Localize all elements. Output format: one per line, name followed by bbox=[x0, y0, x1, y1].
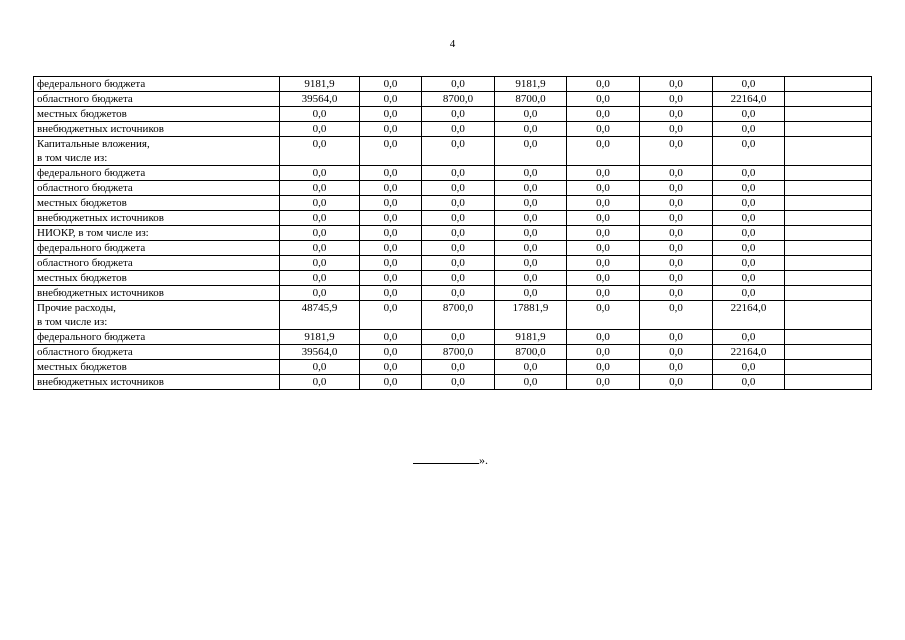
table-cell: 0,0 bbox=[280, 196, 360, 211]
table-cell: 0,0 bbox=[567, 107, 640, 122]
table-cell bbox=[785, 181, 872, 196]
table-cell: 0,0 bbox=[280, 271, 360, 286]
table-cell: 0,0 bbox=[360, 77, 422, 92]
row-label: внебюджетных источников bbox=[34, 375, 280, 390]
table-row bbox=[34, 345, 872, 360]
table-cell: 0,0 bbox=[360, 345, 422, 360]
table-cell: 0,0 bbox=[640, 360, 713, 375]
table-cell: 8700,0 bbox=[422, 345, 495, 360]
table-cell: 0,0 bbox=[360, 375, 422, 390]
table-cell: 0,0 bbox=[567, 226, 640, 241]
table-cell: 0,0 bbox=[422, 181, 495, 196]
table-cell: 0,0 bbox=[422, 137, 495, 166]
table-cell: 8700,0 bbox=[422, 92, 495, 107]
table-cell bbox=[785, 375, 872, 390]
table-cell bbox=[785, 211, 872, 226]
table-row bbox=[34, 375, 872, 390]
table-cell: 0,0 bbox=[495, 286, 567, 301]
table-cell: 0,0 bbox=[567, 92, 640, 107]
table-cell: 0,0 bbox=[422, 166, 495, 181]
table-cell: 0,0 bbox=[495, 360, 567, 375]
table-cell: 0,0 bbox=[360, 122, 422, 137]
table-cell: 0,0 bbox=[713, 330, 785, 345]
row-label: местных бюджетов bbox=[34, 107, 280, 122]
table-cell: 0,0 bbox=[495, 226, 567, 241]
table-cell: 0,0 bbox=[422, 256, 495, 271]
table-cell: 0,0 bbox=[567, 181, 640, 196]
table-cell: 8700,0 bbox=[495, 92, 567, 107]
table-cell: 0,0 bbox=[360, 330, 422, 345]
table-cell: 0,0 bbox=[713, 211, 785, 226]
table-cell: 0,0 bbox=[280, 360, 360, 375]
table-cell: 0,0 bbox=[422, 211, 495, 226]
table-cell: 0,0 bbox=[567, 286, 640, 301]
table-cell: 0,0 bbox=[280, 181, 360, 196]
table-row bbox=[34, 211, 872, 226]
table-cell: 0,0 bbox=[567, 330, 640, 345]
table-cell: 0,0 bbox=[567, 211, 640, 226]
table-cell: 0,0 bbox=[495, 166, 567, 181]
row-label: местных бюджетов bbox=[34, 360, 280, 375]
table-cell: 0,0 bbox=[640, 211, 713, 226]
table-row bbox=[34, 360, 872, 375]
row-label: областного бюджета bbox=[34, 345, 280, 360]
table-cell: 39564,0 bbox=[280, 92, 360, 107]
table-cell: 0,0 bbox=[360, 107, 422, 122]
table-cell: 0,0 bbox=[422, 330, 495, 345]
table-cell bbox=[785, 77, 872, 92]
table-cell: 0,0 bbox=[567, 137, 640, 166]
table-cell: 0,0 bbox=[422, 271, 495, 286]
table-cell: 0,0 bbox=[495, 375, 567, 390]
table-cell: 9181,9 bbox=[280, 77, 360, 92]
table-row bbox=[34, 271, 872, 286]
row-label: НИОКР, в том числе из: bbox=[34, 226, 280, 241]
table-cell bbox=[785, 241, 872, 256]
table-cell: 0,0 bbox=[422, 122, 495, 137]
table-cell: 0,0 bbox=[280, 211, 360, 226]
table-cell: 0,0 bbox=[640, 301, 713, 330]
table-cell: 0,0 bbox=[567, 375, 640, 390]
table-cell: 0,0 bbox=[280, 107, 360, 122]
table-cell: 0,0 bbox=[360, 226, 422, 241]
table-cell: 0,0 bbox=[495, 181, 567, 196]
table-cell: 0,0 bbox=[567, 345, 640, 360]
table-cell: 0,0 bbox=[422, 360, 495, 375]
row-label: Прочие расходы, в том числе из: bbox=[34, 301, 280, 330]
table-cell: 0,0 bbox=[713, 226, 785, 241]
table-cell: 0,0 bbox=[495, 256, 567, 271]
table-cell: 0,0 bbox=[280, 226, 360, 241]
budget-table-body bbox=[34, 77, 872, 390]
table-cell: 0,0 bbox=[713, 375, 785, 390]
table-row bbox=[34, 226, 872, 241]
table-cell: 0,0 bbox=[567, 301, 640, 330]
row-label: федерального бюджета bbox=[34, 241, 280, 256]
table-cell: 0,0 bbox=[640, 256, 713, 271]
budget-table bbox=[33, 76, 872, 390]
table-cell: 0,0 bbox=[422, 286, 495, 301]
table-row bbox=[34, 122, 872, 137]
table-cell: 0,0 bbox=[280, 375, 360, 390]
table-cell: 0,0 bbox=[280, 137, 360, 166]
row-label: областного бюджета bbox=[34, 92, 280, 107]
row-label: областного бюджета bbox=[34, 181, 280, 196]
row-label: Капитальные вложения, в том числе из: bbox=[34, 137, 280, 166]
table-cell: 0,0 bbox=[360, 181, 422, 196]
table-cell: 0,0 bbox=[713, 360, 785, 375]
table-cell bbox=[785, 122, 872, 137]
table-row bbox=[34, 107, 872, 122]
table-cell: 0,0 bbox=[360, 211, 422, 226]
table-cell: 0,0 bbox=[713, 137, 785, 166]
table-cell: 0,0 bbox=[640, 107, 713, 122]
table-cell: 0,0 bbox=[360, 256, 422, 271]
table-cell: 0,0 bbox=[640, 330, 713, 345]
table-cell bbox=[785, 330, 872, 345]
table-cell: 0,0 bbox=[360, 166, 422, 181]
table-cell: 22164,0 bbox=[713, 92, 785, 107]
closing-line bbox=[413, 452, 488, 468]
table-cell: 0,0 bbox=[422, 241, 495, 256]
table-row bbox=[34, 166, 872, 181]
table-row bbox=[34, 77, 872, 92]
table-cell: 0,0 bbox=[360, 286, 422, 301]
table-cell: 0,0 bbox=[640, 286, 713, 301]
table-cell: 0,0 bbox=[567, 122, 640, 137]
table-cell: 0,0 bbox=[360, 196, 422, 211]
table-cell: 0,0 bbox=[280, 122, 360, 137]
table-cell: 0,0 bbox=[640, 271, 713, 286]
table-row bbox=[34, 256, 872, 271]
row-label: местных бюджетов bbox=[34, 196, 280, 211]
table-cell: 0,0 bbox=[640, 137, 713, 166]
table-cell: 0,0 bbox=[422, 196, 495, 211]
table-cell: 0,0 bbox=[280, 286, 360, 301]
table-cell: 8700,0 bbox=[422, 301, 495, 330]
table-cell: 0,0 bbox=[640, 122, 713, 137]
table-cell: 0,0 bbox=[640, 226, 713, 241]
table-cell: 9181,9 bbox=[495, 77, 567, 92]
table-cell: 0,0 bbox=[640, 375, 713, 390]
table-row bbox=[34, 196, 872, 211]
table-cell bbox=[785, 271, 872, 286]
table-cell: 0,0 bbox=[360, 137, 422, 166]
table-cell bbox=[785, 286, 872, 301]
row-label: федерального бюджета bbox=[34, 166, 280, 181]
table-cell bbox=[785, 226, 872, 241]
table-cell bbox=[785, 107, 872, 122]
table-row bbox=[34, 330, 872, 345]
row-label: внебюджетных источников bbox=[34, 286, 280, 301]
table-cell: 0,0 bbox=[640, 345, 713, 360]
table-cell: 0,0 bbox=[495, 211, 567, 226]
table-cell: 0,0 bbox=[567, 196, 640, 211]
table-row bbox=[34, 301, 872, 330]
table-cell: 0,0 bbox=[495, 241, 567, 256]
table-cell: 39564,0 bbox=[280, 345, 360, 360]
table-cell: 0,0 bbox=[640, 92, 713, 107]
table-cell: 0,0 bbox=[567, 256, 640, 271]
table-cell: 0,0 bbox=[360, 241, 422, 256]
table-cell bbox=[785, 301, 872, 330]
table-cell: 0,0 bbox=[495, 137, 567, 166]
row-label: внебюджетных источников bbox=[34, 211, 280, 226]
table-cell: 0,0 bbox=[422, 77, 495, 92]
table-cell bbox=[785, 360, 872, 375]
table-cell: 0,0 bbox=[495, 271, 567, 286]
table-cell: 0,0 bbox=[280, 166, 360, 181]
table-cell: 0,0 bbox=[495, 107, 567, 122]
table-cell: 0,0 bbox=[713, 107, 785, 122]
signature-blank bbox=[413, 452, 479, 464]
table-cell: 0,0 bbox=[422, 226, 495, 241]
table-cell: 0,0 bbox=[422, 375, 495, 390]
table-row bbox=[34, 241, 872, 256]
table-row bbox=[34, 286, 872, 301]
table-cell: 0,0 bbox=[567, 271, 640, 286]
table-cell: 0,0 bbox=[713, 122, 785, 137]
table-cell: 0,0 bbox=[713, 166, 785, 181]
table-cell: 0,0 bbox=[640, 166, 713, 181]
table-cell bbox=[785, 166, 872, 181]
table-cell: 0,0 bbox=[495, 196, 567, 211]
table-cell: 0,0 bbox=[360, 92, 422, 107]
table-cell: 0,0 bbox=[640, 196, 713, 211]
table-cell: 0,0 bbox=[640, 241, 713, 256]
table-cell: 8700,0 bbox=[495, 345, 567, 360]
row-label: местных бюджетов bbox=[34, 271, 280, 286]
table-cell: 0,0 bbox=[567, 241, 640, 256]
table-cell: 0,0 bbox=[567, 77, 640, 92]
table-cell: 0,0 bbox=[713, 77, 785, 92]
table-cell: 22164,0 bbox=[713, 345, 785, 360]
table-cell bbox=[785, 137, 872, 166]
row-label: областного бюджета bbox=[34, 256, 280, 271]
table-cell: 48745,9 bbox=[280, 301, 360, 330]
table-cell: 0,0 bbox=[713, 256, 785, 271]
closing-quote: ». bbox=[479, 453, 488, 467]
table-cell bbox=[785, 196, 872, 211]
table-cell: 0,0 bbox=[360, 301, 422, 330]
table-cell: 22164,0 bbox=[713, 301, 785, 330]
table-cell: 17881,9 bbox=[495, 301, 567, 330]
row-label: федерального бюджета bbox=[34, 330, 280, 345]
page-number: 4 bbox=[449, 38, 456, 50]
row-label: федерального бюджета bbox=[34, 77, 280, 92]
table-cell: 0,0 bbox=[567, 166, 640, 181]
table-cell: 9181,9 bbox=[280, 330, 360, 345]
table-cell: 0,0 bbox=[280, 256, 360, 271]
table-cell: 0,0 bbox=[713, 271, 785, 286]
table-cell: 0,0 bbox=[713, 181, 785, 196]
table-cell: 0,0 bbox=[567, 360, 640, 375]
table-cell: 0,0 bbox=[713, 241, 785, 256]
table-row bbox=[34, 137, 872, 166]
table-row bbox=[34, 181, 872, 196]
table-cell: 0,0 bbox=[360, 271, 422, 286]
table-cell bbox=[785, 256, 872, 271]
row-label: внебюджетных источников bbox=[34, 122, 280, 137]
table-cell: 0,0 bbox=[495, 122, 567, 137]
table-cell bbox=[785, 92, 872, 107]
table-row bbox=[34, 92, 872, 107]
table-cell: 0,0 bbox=[640, 181, 713, 196]
table-cell: 0,0 bbox=[422, 107, 495, 122]
table-cell bbox=[785, 345, 872, 360]
table-cell: 0,0 bbox=[713, 196, 785, 211]
table-cell: 0,0 bbox=[713, 286, 785, 301]
table-cell: 9181,9 bbox=[495, 330, 567, 345]
table-cell: 0,0 bbox=[640, 77, 713, 92]
table-cell: 0,0 bbox=[360, 360, 422, 375]
table-cell: 0,0 bbox=[280, 241, 360, 256]
